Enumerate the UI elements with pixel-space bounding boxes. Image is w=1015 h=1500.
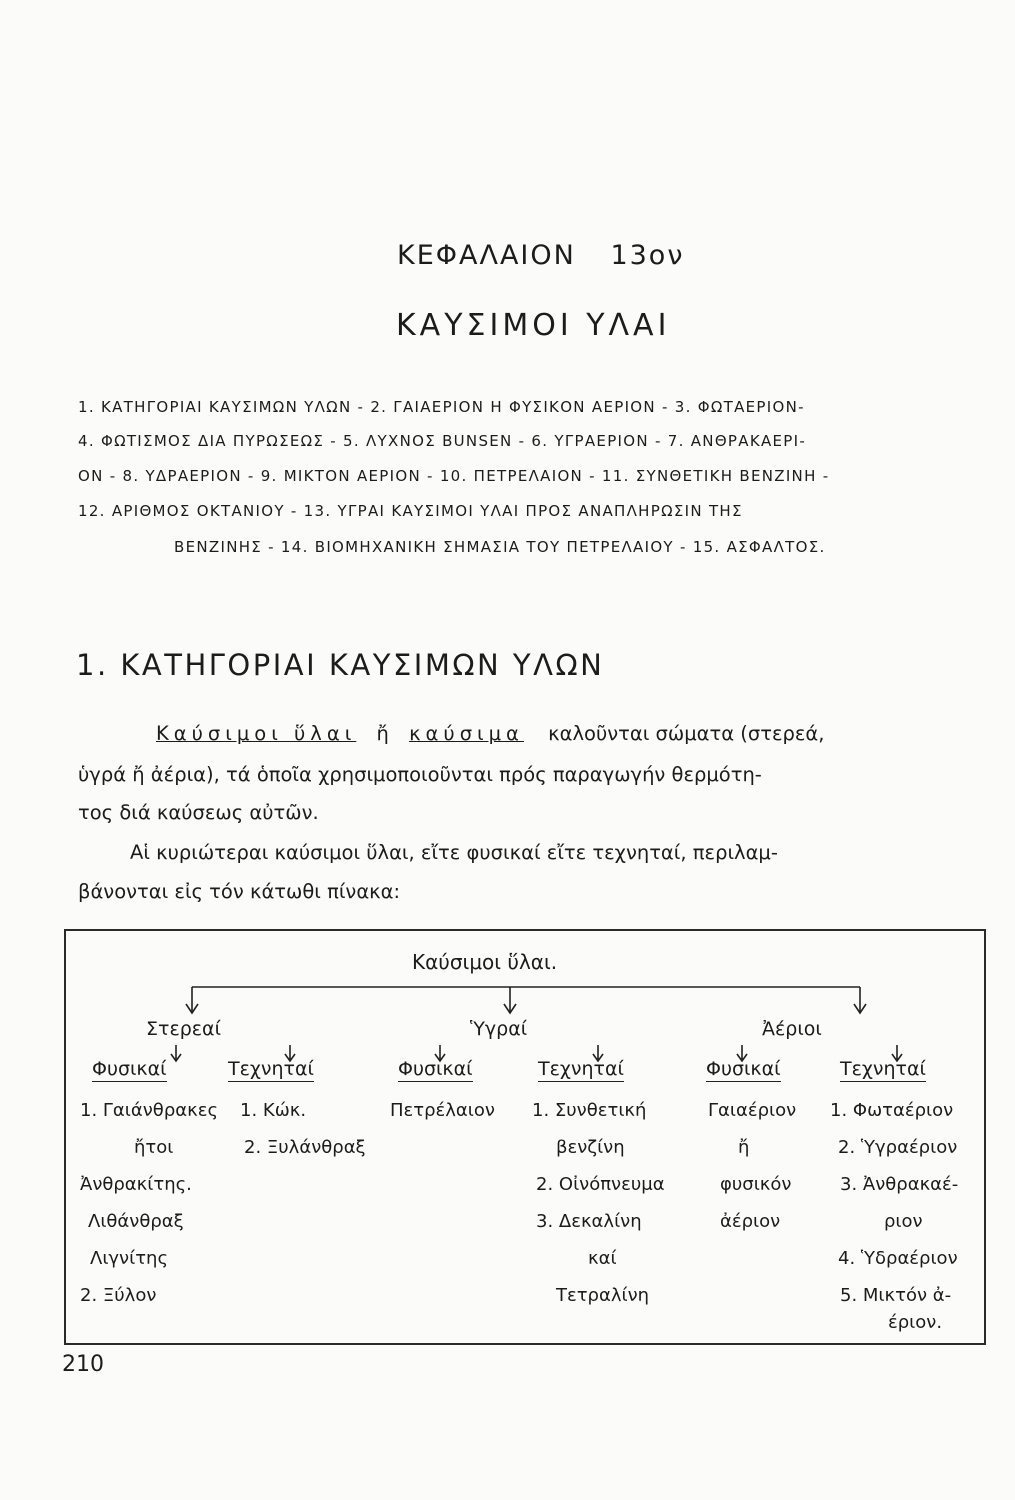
group-gas: Ἀέριοι	[762, 1018, 822, 1040]
chapter-number: 13ον	[610, 240, 685, 271]
list-item: καί	[588, 1248, 617, 1269]
list-item: έριον.	[888, 1312, 943, 1333]
toc-line: ΟΝ - 8. ΥΔΡΑΕΡΙΟΝ - 9. ΜΙΚΤΟΝ ΑΕΡΙΟΝ - 10. ΠΕΤΡΕΛΑΙΟΝ - 11. ΣΥΝΘΕΤΙΚΗ ΒΕΝΖΙΝΗ -	[78, 467, 830, 485]
list-item: Λιγνίτης	[90, 1248, 169, 1269]
table-root: Καύσιμοι ὕλαι.	[412, 950, 558, 974]
definition-rest: καλοῦνται σώματα (στερεά,	[548, 722, 825, 745]
list-item: 2. Ξυλάνθραξ	[244, 1137, 366, 1158]
section-heading: 1. ΚΑΤΗΓΟΡΙΑΙ ΚΑΥΣΙΜΩΝ ΥΛΩΝ	[76, 648, 605, 682]
list-item: ἀέριον	[720, 1211, 781, 1232]
list-item: Τετραλίνη	[556, 1285, 650, 1306]
chapter-label: ΚΕΦΑΛΑΙΟΝ	[397, 240, 576, 271]
list-item: Πετρέλαιον	[390, 1100, 495, 1121]
subhead-solid-natural: Φυσικαί	[92, 1058, 167, 1080]
list-item: φυσικόν	[720, 1174, 792, 1195]
toc-line: 4. ΦΩΤΙΣΜΟΣ ΔΙΑ ΠΥΡΩΣΕΩΣ - 5. ΛΥΧΝΟΣ BUNSEN - 6. ΥΓΡΑΕΡΙΟΝ - 7. ΑΝΘΡΑΚΑΕΡΙ-	[78, 432, 807, 450]
list-item: Γαιαέριον	[708, 1100, 797, 1121]
defined-term-alt: καύσιμα	[409, 722, 524, 745]
page-title: ΚΑΥΣΙΜΟΙ ΥΛΑΙ	[396, 308, 671, 343]
toc-line: 1. ΚΑΤΗΓΟΡΙΑΙ ΚΑΥΣΙΜΩΝ ΥΛΩΝ - 2. ΓΑΙΑΕΡΙΟΝ Η ΦΥΣΙΚΟΝ ΑΕΡΙΟΝ - 3. ΦΩΤΑΕΡΙΟΝ-	[78, 398, 805, 416]
subhead-liquid-artificial: Τεχνηταί	[538, 1058, 624, 1080]
toc-line: 12. ΑΡΙΘΜΟΣ ΟΚΤΑΝΙΟΥ - 13. ΥΓΡΑΙ ΚΑΥΣΙΜΟΙ ΥΛΑΙ ΠΡΟΣ ΑΝΑΠΛΗΡΩΣΙΝ ΤΗΣ	[78, 502, 743, 520]
toc-line: ΒΕΝΖΙΝΗΣ - 14. ΒΙΟΜΗΧΑΝΙΚΗ ΣΗΜΑΣΙΑ ΤΟΥ ΠΕΤΡΕΛΑΙΟΥ - 15. ΑΣΦΑΛΤΟΣ.	[174, 538, 826, 556]
group-liquid: Ὑγραί	[470, 1018, 528, 1040]
list-item: Ἀνθρακίτης.	[80, 1174, 192, 1195]
conjunction: ἤ	[376, 722, 389, 745]
subhead-gas-artificial: Τεχνηταί	[840, 1058, 926, 1080]
list-item: 1. Κώκ.	[240, 1100, 307, 1121]
list-item: 3. Ἀνθρακαέ-	[840, 1174, 959, 1195]
list-item: Λιθάνθραξ	[88, 1211, 184, 1232]
list-item: 2. Ὑγραέριον	[838, 1137, 958, 1158]
list-item: 1. Φωταέριον	[830, 1100, 954, 1121]
list-item: βενζίνη	[556, 1137, 625, 1158]
list-item: 1. Συνθετική	[532, 1100, 647, 1121]
defined-term: Καύσιμοι ὕλαι	[156, 722, 357, 745]
paragraph-line: τος διά καύσεως αὐτῶν.	[78, 801, 319, 824]
subhead-gas-natural: Φυσικαί	[706, 1058, 781, 1080]
list-item: 4. Ὑδραέριον	[838, 1248, 958, 1269]
page-number: 210	[62, 1352, 104, 1377]
paragraph-line: βάνονται εἰς τόν κάτωθι πίνακα:	[78, 880, 401, 903]
paragraph-line: Αἱ κυριώτεραι καύσιμοι ὕλαι, εἴτε φυσικαί εἴτε τεχνηταί, περιλαμ-	[130, 841, 778, 864]
list-item: ριον	[884, 1211, 923, 1232]
list-item: 2. Ξύλον	[80, 1285, 157, 1306]
list-item: 1. Γαιάνθρακες	[80, 1100, 219, 1121]
list-item: ἤτοι	[134, 1137, 174, 1158]
list-item: 3. Δεκαλίνη	[536, 1211, 642, 1232]
group-solid: Στερεαί	[146, 1018, 221, 1040]
definition-line	[156, 722, 824, 745]
list-item: ἤ	[738, 1137, 750, 1158]
list-item: 2. Οἰνόπνευμα	[536, 1174, 665, 1195]
paragraph-line: ὑγρά ἤ ἀέρια), τά ὁποῖα χρησιμοποιοῦνται πρός παραγωγήν θερμότη-	[78, 763, 762, 786]
list-item: 5. Μικτόν ἀ-	[840, 1285, 952, 1306]
chapter-heading	[397, 240, 684, 271]
subhead-liquid-natural: Φυσικαί	[398, 1058, 473, 1080]
subhead-solid-artificial: Τεχνηταί	[228, 1058, 314, 1080]
